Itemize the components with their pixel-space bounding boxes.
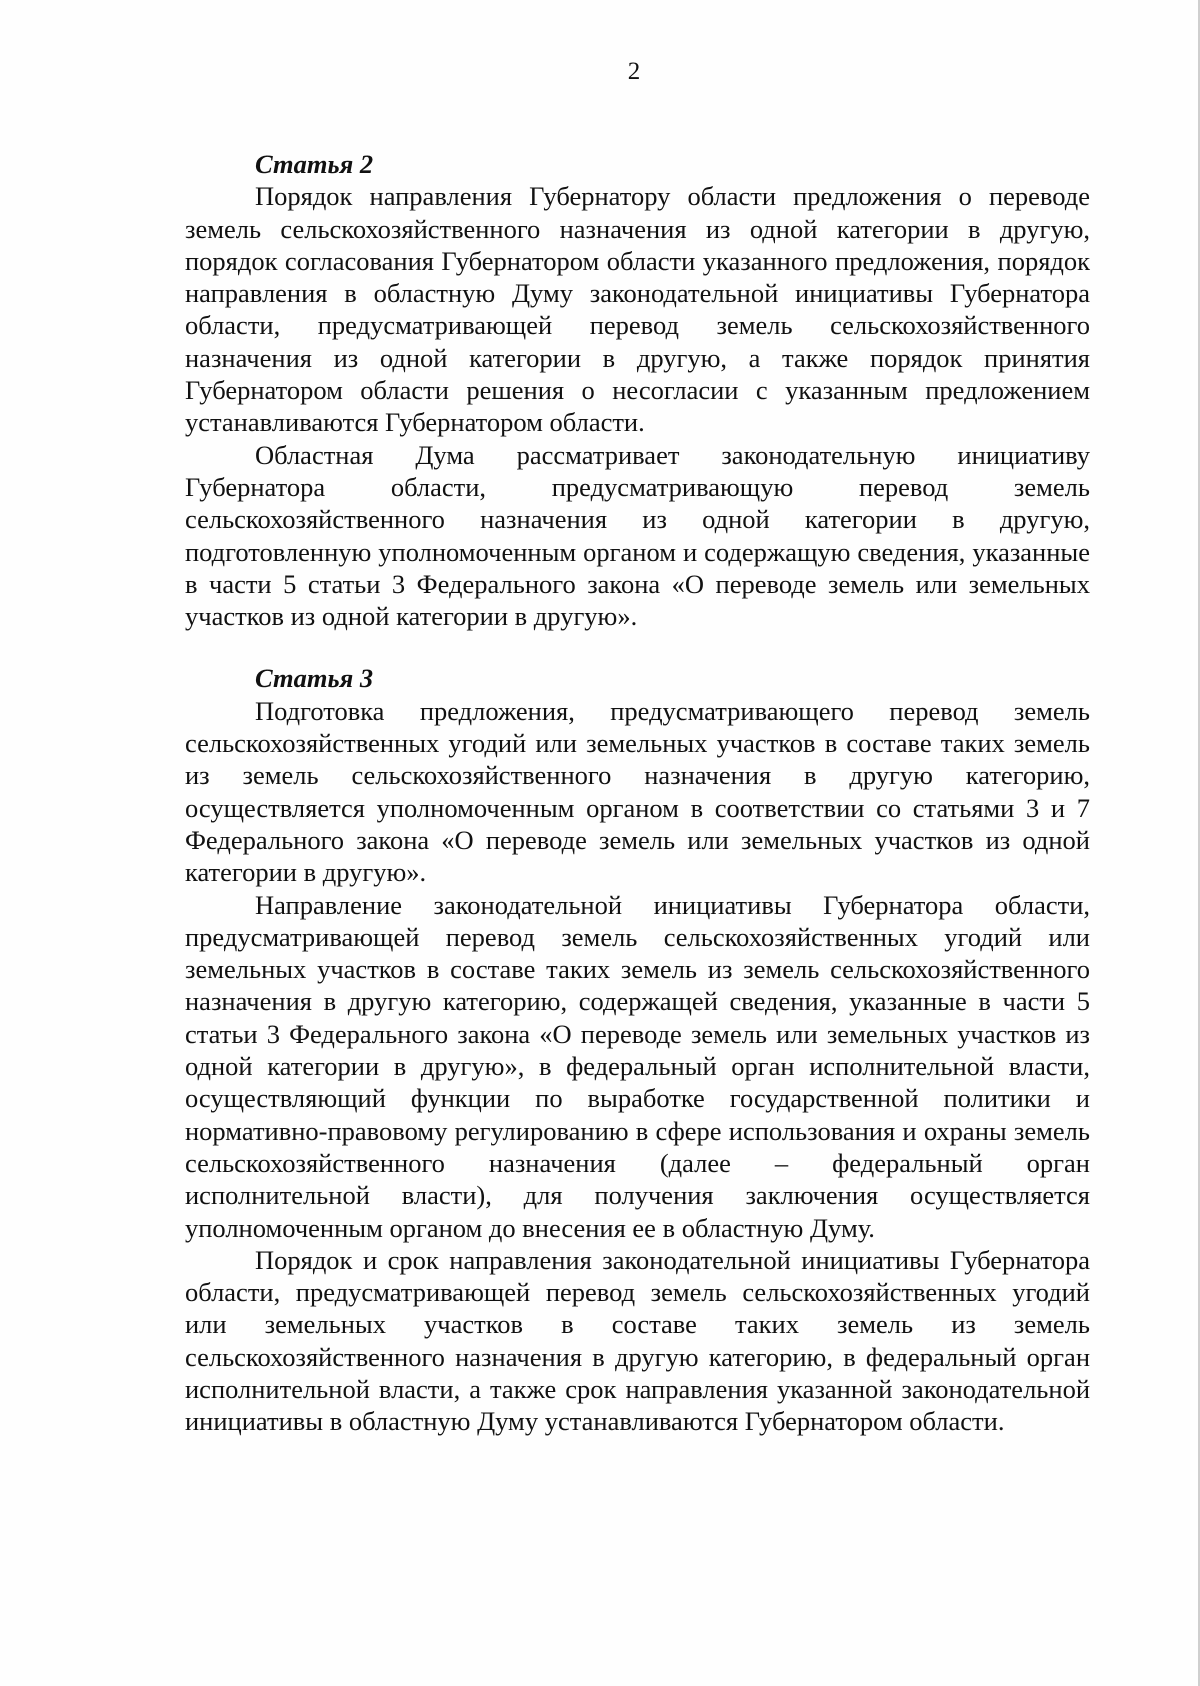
article-heading: Статья 3 xyxy=(255,663,374,694)
paragraph: Подготовка предложения, предусматривающего перевод земель сельскохозяйственных угодий или земельных участков в составе таких земель из земель сельскохозяйственного назначения в другую категорию, осуществляется уполномоченным органом в соответствии со статьями 3 и 7 Федерального закона «О переводе земель или земельных участков из одной категории в другую». xyxy=(185,695,1090,888)
paragraph: Порядок и срок направления законодательной инициативы Губернатора области, предусматривающей перевод земель сельскохозяйственных угодий или земельных участков в составе таких земель из земель сельскохозяйственного назначения в другую категорию, в федеральный орган исполнительной власти, а также срок направления указанной законодательной инициативы в областную Думу устанавливаются Губернатором области. xyxy=(185,1244,1090,1437)
article-3 xyxy=(185,662,1090,1437)
paragraph: Порядок направления Губернатору области предложения о переводе земель сельскохозяйственного назначения из одной категории в другую, порядок согласования Губернатором области указанного предложения, порядок направления в областную Думу законодательной инициативы Губернатора области, предусматривающей перевод земель сельскохозяйственного назначения из одной категории в другую, а также порядок принятия Губернатором области решения о несогласии с указанным предложением устанавливаются Губернатором области. xyxy=(185,181,1090,438)
paragraph: Направление законодательной инициативы Губернатора области, предусматривающей перевод земель сельскохозяйственных угодий или земельных участков в составе таких земель из земель сельскохозяйственного назначения в другую категорию, содержащей сведения, указанные в части 5 статьи 3 Федерального закона «О переводе земель или земельных участков из одной категории в другую», в федеральный орган исполнительной власти, осуществляющий функции по выработке государственной политики и нормативно-правовому регулированию в сфере использования и охраны земель сельскохозяйственного назначения (далее – федеральный орган исполнительной власти), для получения заключения осуществляется уполномоченным органом до внесения ее в областную Думу. xyxy=(185,889,1090,1243)
page-number: 2 xyxy=(627,58,641,85)
article-heading: Статья 2 xyxy=(255,149,374,179)
paragraph: Областная Дума рассматривает законодательную инициативу Губернатора области, предусматривающую перевод земель сельскохозяйственного назначения из одной категории в другую, подготовленную уполномоченным органом и содержащую сведения, указанные в части 5 статьи 3 Федерального закона «О переводе земель или земельных участков из одной категории в другую». xyxy=(185,439,1090,632)
document-body xyxy=(185,148,1090,1438)
article-2 xyxy=(185,148,1090,632)
